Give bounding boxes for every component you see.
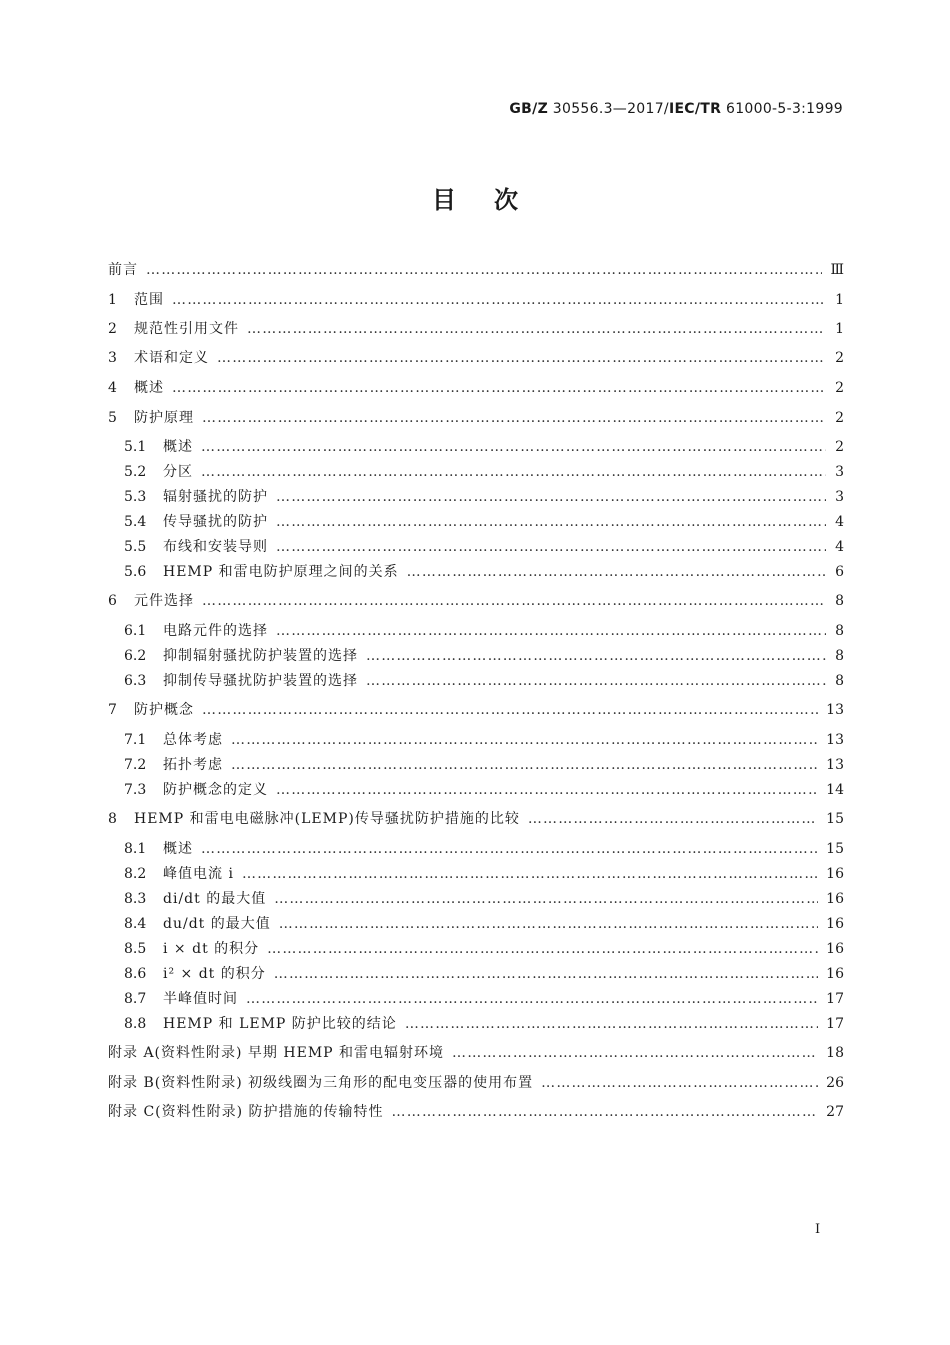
toc-entry-page: 13 [826, 732, 844, 748]
toc-entry-title: du/dt 的最大值 [163, 916, 271, 932]
toc-entry-page: 3 [835, 464, 844, 480]
toc-entry-number: 8.3 [124, 891, 147, 907]
toc-entry-page: 2 [835, 410, 844, 426]
dot-leader [407, 560, 826, 584]
toc-entry-page: 4 [835, 514, 844, 530]
toc-entry-title: 防护概念 [134, 702, 194, 718]
toc-entry[interactable] [108, 376, 844, 400]
dot-leader [541, 1071, 818, 1095]
toc-entry-page: Ⅲ [830, 262, 844, 278]
toc-entry-page: 17 [826, 1016, 844, 1032]
toc-entry-page: 8 [835, 593, 844, 609]
dot-leader [172, 376, 826, 400]
toc-entry[interactable] [108, 778, 844, 802]
toc-entry-number: 8.2 [124, 866, 147, 882]
dot-leader [452, 1041, 818, 1065]
toc-entry-number: 6 [108, 593, 117, 609]
toc-entry[interactable] [108, 1100, 844, 1124]
toc-entry-title: 传导骚扰的防护 [163, 514, 268, 530]
toc-entry-number: 8.7 [124, 991, 147, 1007]
toc-entry-title: 拓扑考虑 [163, 757, 223, 773]
dot-leader [202, 698, 818, 722]
toc-entry[interactable] [108, 837, 844, 861]
toc-entry-page: 26 [826, 1075, 844, 1091]
toc-entry[interactable] [108, 1041, 844, 1065]
toc-entry-title: 半峰值时间 [163, 991, 238, 1007]
toc-entry-title: 前言 [108, 262, 138, 278]
dot-leader [246, 987, 818, 1011]
toc-entry-number: 4 [108, 380, 117, 396]
dot-leader [146, 258, 822, 282]
document-header [509, 101, 843, 117]
toc-entry[interactable] [108, 807, 844, 831]
toc-entry-title: 概述 [163, 439, 193, 455]
toc-entry[interactable] [108, 460, 844, 484]
dot-leader [247, 317, 826, 341]
toc-entry-title: 元件选择 [134, 593, 194, 609]
toc-entry-page: 14 [826, 782, 844, 798]
toc-entry-number: 5.1 [124, 439, 147, 455]
toc-entry-page: 16 [826, 941, 844, 957]
dot-leader [366, 644, 826, 668]
toc-entry-page: 17 [826, 991, 844, 1007]
dot-leader [274, 962, 818, 986]
toc-entry-page: 8 [835, 648, 844, 664]
toc-entry[interactable] [108, 912, 844, 936]
standard-code: GB/Z [509, 101, 549, 117]
toc-entry[interactable] [108, 987, 844, 1011]
dot-leader [274, 887, 818, 911]
toc-entry[interactable] [108, 698, 844, 722]
toc-entry-page: 2 [835, 350, 844, 366]
dot-leader [242, 862, 818, 886]
toc-entry-number: 7.2 [124, 757, 147, 773]
page-title: 目次 [432, 186, 556, 214]
toc-entry[interactable] [108, 937, 844, 961]
toc-entry-title: 附录 C(资料性附录) 防护措施的传输特性 [108, 1104, 384, 1120]
toc-entry[interactable] [108, 535, 844, 559]
dot-leader [279, 912, 818, 936]
toc-entry-number: 8.8 [124, 1016, 147, 1032]
toc-entry-title: i² × dt 的积分 [163, 966, 266, 982]
toc-entry-page: 2 [835, 380, 844, 396]
dot-leader [276, 535, 826, 559]
dot-leader [231, 728, 818, 752]
toc-entry-title: 布线和安装导则 [163, 539, 268, 555]
iec-code: IEC/TR [668, 101, 722, 117]
toc-entry-title: 抑制辐射骚扰防护装置的选择 [163, 648, 358, 664]
toc-entry-title: 防护原理 [134, 410, 194, 426]
toc-entry-title: HEMP 和雷电防护原理之间的关系 [163, 564, 399, 580]
toc-entry-title: 范围 [134, 292, 164, 308]
toc-entry[interactable] [108, 406, 844, 430]
toc-entry-number: 6.1 [124, 623, 147, 639]
toc-entry-title: 电路元件的选择 [163, 623, 268, 639]
toc-entry-number: 5.6 [124, 564, 147, 580]
toc-entry-page: 13 [826, 702, 844, 718]
toc-entry-number: 5.5 [124, 539, 147, 555]
toc-entry-page: 1 [835, 292, 844, 308]
toc-entry[interactable] [108, 619, 844, 643]
toc-entry[interactable] [108, 288, 844, 312]
toc-entry-number: 8.4 [124, 916, 147, 932]
dot-leader [231, 753, 818, 777]
toc-entry[interactable] [108, 485, 844, 509]
toc-entry-title: 防护概念的定义 [163, 782, 268, 798]
toc-entry-page: 15 [826, 811, 844, 827]
toc-entry[interactable] [108, 887, 844, 911]
toc-entry-title: 概述 [134, 380, 164, 396]
toc-entry[interactable] [108, 1012, 844, 1036]
dot-leader [405, 1012, 818, 1036]
toc-entry-title: 术语和定义 [134, 350, 209, 366]
toc-entry[interactable] [108, 317, 844, 341]
toc-entry[interactable] [108, 589, 844, 613]
toc-entry-title: 峰值电流 i [163, 866, 234, 882]
toc-entry[interactable] [108, 510, 844, 534]
dot-leader [217, 346, 826, 370]
toc-entry-title: 总体考虑 [163, 732, 223, 748]
toc-entry-page: 2 [835, 439, 844, 455]
dot-leader [366, 669, 826, 693]
toc-entry-number: 7.3 [124, 782, 147, 798]
toc-entry-number: 2 [108, 321, 117, 337]
toc-entry[interactable] [108, 560, 844, 584]
dot-leader [201, 837, 818, 861]
toc-entry-title: 概述 [163, 841, 193, 857]
dot-leader [201, 435, 826, 459]
toc-entry-number: 7.1 [124, 732, 147, 748]
toc-entry-title: 分区 [163, 464, 193, 480]
dot-leader [528, 807, 818, 831]
toc-entry[interactable] [108, 728, 844, 752]
toc-entry-page: 16 [826, 916, 844, 932]
toc-entry-title: 辐射骚扰的防护 [163, 489, 268, 505]
toc-entry-number: 5.4 [124, 514, 147, 530]
dot-leader [172, 288, 826, 312]
toc-entry-page: 16 [826, 966, 844, 982]
dot-leader [276, 778, 818, 802]
toc-entry[interactable] [108, 753, 844, 777]
toc-entry-number: 5.3 [124, 489, 147, 505]
toc-entry-number: 8.6 [124, 966, 147, 982]
toc-entry-page: 6 [835, 564, 844, 580]
toc-entry[interactable] [108, 669, 844, 693]
standard-number: 30556.3—2017/ [552, 101, 669, 117]
toc-entry-number: 1 [108, 292, 117, 308]
toc-entry-page: 15 [826, 841, 844, 857]
toc-entry-number: 6.3 [124, 673, 147, 689]
toc-entry-title: 附录 B(资料性附录) 初级线圈为三角形的配电变压器的使用布置 [108, 1075, 534, 1091]
toc-entry[interactable] [108, 258, 844, 282]
toc-entry-page: 16 [826, 891, 844, 907]
toc-entry-page: 1 [835, 321, 844, 337]
toc-entry-page: 13 [826, 757, 844, 773]
dot-leader [202, 406, 826, 430]
toc-entry[interactable] [108, 962, 844, 986]
toc-entry-title: i × dt 的积分 [163, 941, 260, 957]
toc-entry-page: 8 [835, 623, 844, 639]
toc-entry-page: 3 [835, 489, 844, 505]
toc-entry-title: HEMP 和雷电电磁脉冲(LEMP)传导骚扰防护措施的比较 [134, 811, 520, 827]
toc-entry-number: 8 [108, 811, 117, 827]
iec-number: 61000-5-3:1999 [726, 101, 843, 117]
dot-leader [392, 1100, 819, 1124]
toc-entry[interactable] [108, 435, 844, 459]
toc-entry[interactable] [108, 862, 844, 886]
dot-leader [276, 510, 826, 534]
toc-entry-title: 规范性引用文件 [134, 321, 239, 337]
toc-entry-title: HEMP 和 LEMP 防护比较的结论 [163, 1016, 397, 1032]
toc-entry-title: di/dt 的最大值 [163, 891, 267, 907]
toc-entry-number: 5 [108, 410, 117, 426]
dot-leader [202, 589, 826, 613]
toc-entry-number: 8.5 [124, 941, 147, 957]
dot-leader [276, 485, 826, 509]
toc-entry-number: 7 [108, 702, 117, 718]
toc-entry-number: 8.1 [124, 841, 147, 857]
toc-entry[interactable] [108, 346, 844, 370]
toc-entry-number: 3 [108, 350, 117, 366]
toc-entry[interactable] [108, 1071, 844, 1095]
toc-entry-page: 18 [826, 1045, 844, 1061]
toc-entry-page: 4 [835, 539, 844, 555]
toc-entry-page: 8 [835, 673, 844, 689]
toc-entry-page: 16 [826, 866, 844, 882]
toc-entry-page: 27 [826, 1104, 844, 1120]
page-number: I [815, 1222, 821, 1237]
toc-entry-title: 抑制传导骚扰防护装置的选择 [163, 673, 358, 689]
dot-leader [267, 937, 818, 961]
toc-entry-title: 附录 A(资料性附录) 早期 HEMP 和雷电辐射环境 [108, 1045, 445, 1061]
toc-entry-number: 5.2 [124, 464, 147, 480]
dot-leader [276, 619, 826, 643]
toc-entry[interactable] [108, 644, 844, 668]
dot-leader [201, 460, 826, 484]
toc-entry-number: 6.2 [124, 648, 147, 664]
